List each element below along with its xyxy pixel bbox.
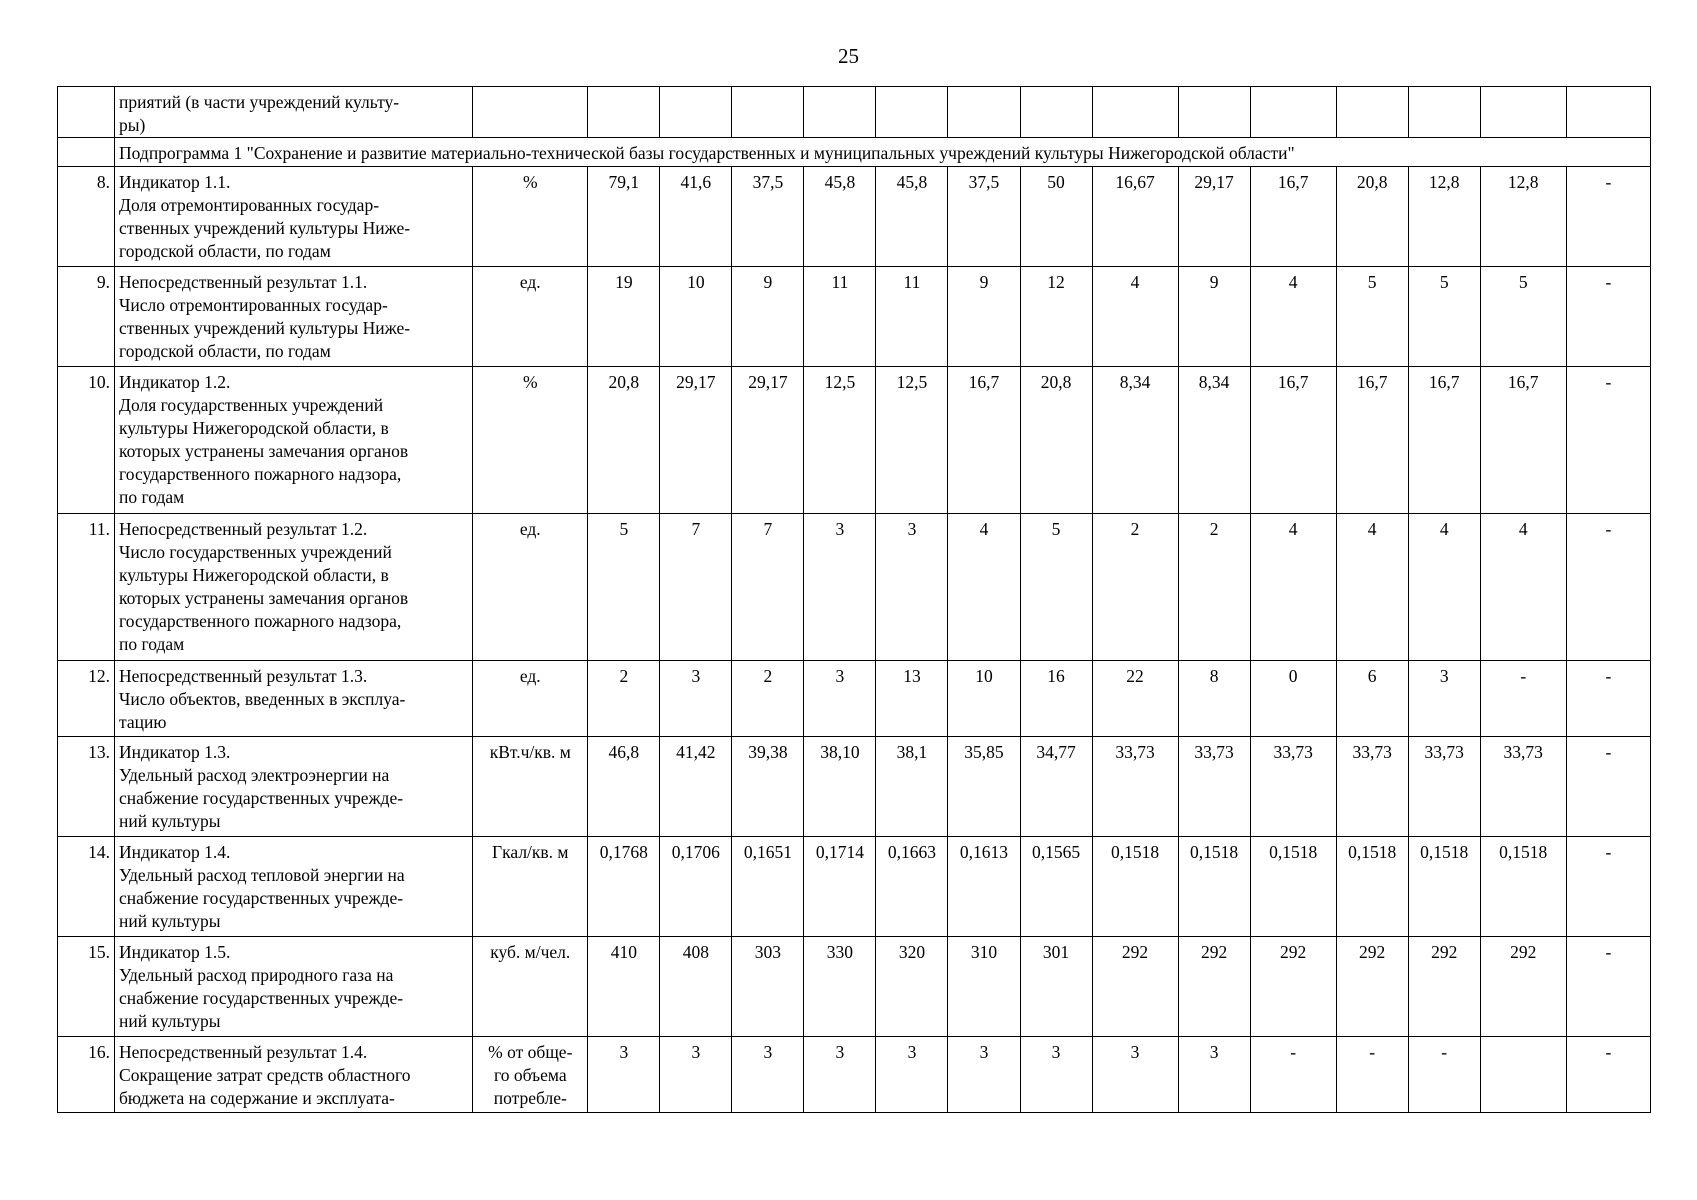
value-cell: 3 [804, 1037, 876, 1113]
row-number: 16. [58, 1037, 115, 1113]
value-cell: - [1566, 514, 1650, 661]
row-number: 8. [58, 167, 115, 267]
value-cell: 9 [732, 267, 804, 367]
value-cell: 10 [948, 661, 1020, 737]
value-cell: 38,1 [876, 737, 948, 837]
indicator-name: Непосредственный результат 1.3. Число объектов, введенных в эксплуа- тацию [115, 661, 473, 737]
value-cell: 33,73 [1092, 737, 1178, 837]
indicator-name: Индикатор 1.3. Удельный расход электроэнергии на снабжение государственных учрежде- ний культуры [115, 737, 473, 837]
value-cell: - [1566, 167, 1650, 267]
value-cell: 3 [732, 1037, 804, 1113]
unit-cell: Гкал/кв. м [473, 837, 588, 937]
value-cell: 41,6 [660, 167, 732, 267]
value-cell: 33,73 [1336, 737, 1408, 837]
value-cell [1408, 87, 1480, 138]
value-cell: 3 [1178, 1037, 1250, 1113]
unit-cell: ед. [473, 267, 588, 367]
value-cell: 3 [588, 1037, 660, 1113]
value-cell: 320 [876, 937, 948, 1037]
value-cell: 0,1663 [876, 837, 948, 937]
value-cell: 11 [876, 267, 948, 367]
unit-cell: кВт.ч/кв. м [473, 737, 588, 837]
value-cell: 46,8 [588, 737, 660, 837]
value-cell: 0,1651 [732, 837, 804, 937]
value-cell: 303 [732, 937, 804, 1037]
value-cell: 16,67 [1092, 167, 1178, 267]
value-cell: 330 [804, 937, 876, 1037]
value-cell: - [1566, 937, 1650, 1037]
value-cell: 79,1 [588, 167, 660, 267]
value-cell: 20,8 [588, 367, 660, 514]
value-cell: 33,73 [1250, 737, 1336, 837]
value-cell: 2 [732, 661, 804, 737]
value-cell: 11 [804, 267, 876, 367]
value-cell: 7 [660, 514, 732, 661]
unit-cell: куб. м/чел. [473, 937, 588, 1037]
value-cell: 10 [660, 267, 732, 367]
value-cell: 0 [1250, 661, 1336, 737]
table-row [58, 661, 1651, 737]
unit-cell: % [473, 367, 588, 514]
value-cell: - [1250, 1037, 1336, 1113]
value-cell: 310 [948, 937, 1020, 1037]
value-cell: 3 [948, 1037, 1020, 1113]
value-cell: 8,34 [1178, 367, 1250, 514]
value-cell: 3 [660, 661, 732, 737]
value-cell: 22 [1092, 661, 1178, 737]
value-cell: 16,7 [1336, 367, 1408, 514]
value-cell [804, 87, 876, 138]
value-cell: 3 [876, 1037, 948, 1113]
value-cell: 0,1613 [948, 837, 1020, 937]
value-cell: 8,34 [1092, 367, 1178, 514]
value-cell: 37,5 [948, 167, 1020, 267]
value-cell: 410 [588, 937, 660, 1037]
value-cell: 35,85 [948, 737, 1020, 837]
value-cell: 12,8 [1408, 167, 1480, 267]
value-cell: 5 [1408, 267, 1480, 367]
unit-cell: % от обще- го объема потребле- [473, 1037, 588, 1113]
value-cell: 292 [1092, 937, 1178, 1037]
row-number: 10. [58, 367, 115, 514]
value-cell: 16 [1020, 661, 1092, 737]
value-cell: 39,38 [732, 737, 804, 837]
value-cell: 0,1518 [1092, 837, 1178, 937]
table-row [58, 737, 1651, 837]
value-cell: - [1566, 1037, 1650, 1113]
value-cell: 13 [876, 661, 948, 737]
value-cell [1092, 87, 1178, 138]
value-cell: 16,7 [1250, 167, 1336, 267]
value-cell: 9 [1178, 267, 1250, 367]
value-cell: - [1336, 1037, 1408, 1113]
value-cell: 8 [1178, 661, 1250, 737]
table-row [58, 267, 1651, 367]
value-cell: 12 [1020, 267, 1092, 367]
subprogram-row [58, 138, 1651, 167]
value-cell: 301 [1020, 937, 1092, 1037]
value-cell: 3 [660, 1037, 732, 1113]
value-cell: 19 [588, 267, 660, 367]
value-cell: 5 [1020, 514, 1092, 661]
indicator-name: Непосредственный результат 1.2. Число государственных учреждений культуры Нижегородской области, в которых устранены замечания органов государственного пожарного надзора, по годам [115, 514, 473, 661]
value-cell: 38,10 [804, 737, 876, 837]
value-cell: 16,7 [1480, 367, 1566, 514]
table-row [58, 937, 1651, 1037]
value-cell: 3 [876, 514, 948, 661]
value-cell: 7 [732, 514, 804, 661]
value-cell: 5 [588, 514, 660, 661]
value-cell: 5 [1336, 267, 1408, 367]
table-row [58, 514, 1651, 661]
unit-cell: % [473, 167, 588, 267]
value-cell: 45,8 [804, 167, 876, 267]
indicator-name: Индикатор 1.4. Удельный расход тепловой энергии на снабжение государственных учрежде- ний культуры [115, 837, 473, 937]
value-cell: - [1566, 661, 1650, 737]
indicators-table [57, 86, 1651, 1113]
value-cell: 0,1768 [588, 837, 660, 937]
value-cell: 3 [804, 661, 876, 737]
empty-cell [58, 138, 115, 167]
value-cell: 9 [948, 267, 1020, 367]
indicator-name: Индикатор 1.1. Доля отремонтированных государ- ственных учреждений культуры Ниже- городской области, по годам [115, 167, 473, 267]
value-cell [1480, 87, 1566, 138]
subprogram-header: Подпрограмма 1 "Сохранение и развитие материально-технической базы государственных и муниципальных учреждений культуры Нижегородской области" [115, 138, 1651, 167]
row-number: 11. [58, 514, 115, 661]
value-cell: 12,5 [876, 367, 948, 514]
unit-cell: ед. [473, 514, 588, 661]
value-cell: 5 [1480, 267, 1566, 367]
value-cell: - [1408, 1037, 1480, 1113]
value-cell [1566, 87, 1650, 138]
value-cell [732, 87, 804, 138]
value-cell: 4 [1092, 267, 1178, 367]
page-number: 25 [838, 44, 859, 68]
value-cell: - [1566, 267, 1650, 367]
value-cell: 12,8 [1480, 167, 1566, 267]
value-cell: 29,17 [660, 367, 732, 514]
value-cell: 3 [804, 514, 876, 661]
value-cell: 0,1565 [1020, 837, 1092, 937]
value-cell: 37,5 [732, 167, 804, 267]
value-cell: 0,1714 [804, 837, 876, 937]
value-cell: 20,8 [1336, 167, 1408, 267]
table-body [58, 87, 1651, 1113]
value-cell: 2 [1178, 514, 1250, 661]
table-row [58, 1037, 1651, 1113]
table-row [58, 167, 1651, 267]
value-cell: - [1566, 367, 1650, 514]
value-cell: 20,8 [1020, 367, 1092, 514]
value-cell [660, 87, 732, 138]
value-cell: 45,8 [876, 167, 948, 267]
value-cell [1250, 87, 1336, 138]
value-cell: 16,7 [1408, 367, 1480, 514]
value-cell: 34,77 [1020, 737, 1092, 837]
value-cell [1020, 87, 1092, 138]
value-cell: 33,73 [1480, 737, 1566, 837]
unit-cell: ед. [473, 661, 588, 737]
table-row [58, 367, 1651, 514]
value-cell: 292 [1250, 937, 1336, 1037]
value-cell: 292 [1336, 937, 1408, 1037]
value-cell: 4 [1250, 267, 1336, 367]
value-cell: 2 [1092, 514, 1178, 661]
value-cell: 4 [1336, 514, 1408, 661]
value-cell: 33,73 [1178, 737, 1250, 837]
value-cell: 3 [1020, 1037, 1092, 1113]
value-cell: 4 [1250, 514, 1336, 661]
value-cell [1336, 87, 1408, 138]
value-cell: 0,1518 [1250, 837, 1336, 937]
table-row [58, 87, 1651, 138]
value-cell: - [1566, 837, 1650, 937]
value-cell: 41,42 [660, 737, 732, 837]
value-cell: 29,17 [1178, 167, 1250, 267]
value-cell: 6 [1336, 661, 1408, 737]
indicator-name: Индикатор 1.5. Удельный расход природного газа на снабжение государственных учрежде- ний культуры [115, 937, 473, 1037]
value-cell: 4 [1408, 514, 1480, 661]
value-cell: 50 [1020, 167, 1092, 267]
value-cell [1480, 1037, 1566, 1113]
value-cell [588, 87, 660, 138]
indicator-name: Индикатор 1.2. Доля государственных учреждений культуры Нижегородской области, в которых устранены замечания органов государственного пожарного надзора, по годам [115, 367, 473, 514]
value-cell [948, 87, 1020, 138]
value-cell: 0,1518 [1178, 837, 1250, 937]
row-number: 9. [58, 267, 115, 367]
value-cell: 16,7 [1250, 367, 1336, 514]
value-cell: - [1566, 737, 1650, 837]
table-row [58, 837, 1651, 937]
value-cell: 3 [1092, 1037, 1178, 1113]
value-cell: 0,1518 [1480, 837, 1566, 937]
value-cell: 292 [1408, 937, 1480, 1037]
value-cell: 0,1518 [1336, 837, 1408, 937]
value-cell: 4 [1480, 514, 1566, 661]
value-cell: 292 [1480, 937, 1566, 1037]
value-cell: 2 [588, 661, 660, 737]
row-number: 13. [58, 737, 115, 837]
row-number: 15. [58, 937, 115, 1037]
indicator-name: Непосредственный результат 1.1. Число отремонтированных государ- ственных учреждений культуры Ниже- городской области, по годам [115, 267, 473, 367]
value-cell: 3 [1408, 661, 1480, 737]
value-cell: - [1480, 661, 1566, 737]
value-cell: 0,1706 [660, 837, 732, 937]
row-number [58, 87, 115, 138]
value-cell: 0,1518 [1408, 837, 1480, 937]
unit-cell [473, 87, 588, 138]
value-cell: 292 [1178, 937, 1250, 1037]
value-cell [1178, 87, 1250, 138]
row-number: 14. [58, 837, 115, 937]
value-cell: 12,5 [804, 367, 876, 514]
indicator-name: Непосредственный результат 1.4. Сокращение затрат средств областного бюджета на содержание и эксплуата- [115, 1037, 473, 1113]
value-cell: 408 [660, 937, 732, 1037]
indicator-name: приятий (в части учреждений культу- ры) [115, 87, 473, 138]
value-cell [876, 87, 948, 138]
value-cell: 16,7 [948, 367, 1020, 514]
value-cell: 33,73 [1408, 737, 1480, 837]
row-number: 12. [58, 661, 115, 737]
value-cell: 29,17 [732, 367, 804, 514]
value-cell: 4 [948, 514, 1020, 661]
